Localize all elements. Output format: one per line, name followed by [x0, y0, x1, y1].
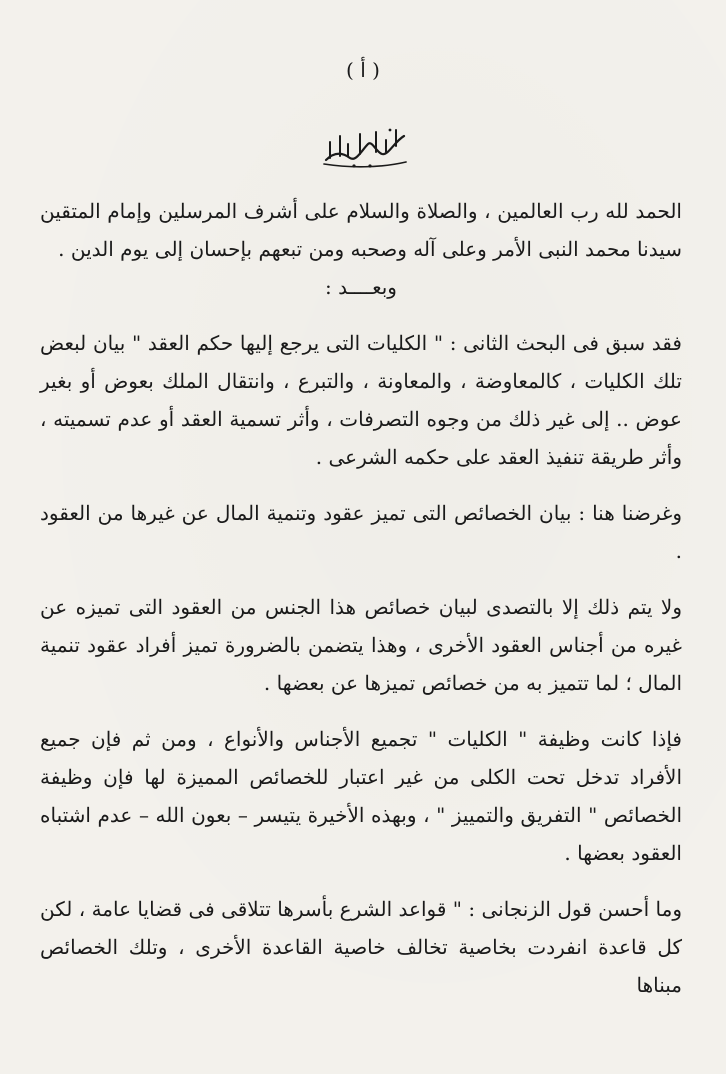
purpose-paragraph: وغرضنا هنا : بيان الخصائص التى تميز عقود وتنمية المال عن غيرها من العقود .	[40, 501, 682, 563]
universals-function-paragraph: فإذا كانت وظيفة " الكليات " تجميع الأجناس والأنواع ، ومن ثم فإن جميع الأفراد تدخل تحت الكلى من غير اعتبار للخصائص المميزة لها فإن وظيفة الخصائص " التفريق والتمييز " ، وبهذه الأخيرة يتيسر – بعون الله – عدم اشتباه العقود بعضها .	[40, 727, 682, 865]
page-number: ( أ )	[346, 58, 380, 82]
basmala-calligraphy-icon	[320, 122, 410, 172]
wa-baad-heading: وبعــــد :	[325, 275, 397, 299]
previous-research-paragraph: فقد سبق فى البحث الثانى : " الكليات التى يرجع إليها حكم العقد " بيان لبعض تلك الكليات ، كالمعاوضة ، والمعاونة ، والتبرع ، وانتقال الملك بعوض أو بغير عوض .. إلى غير ذلك من وجوه التصرفات ، وأثر تسمية العقد أو عدم تسميته ، وأثر طريقة تنفيذ العقد على حكمه الشرعى .	[40, 331, 682, 469]
document-body	[40, 192, 682, 1004]
opening-paragraph: الحمد لله رب العالمين ، والصلاة والسلام على أشرف المرسلين وإمام المتقين سيدنا محمد النبى الأمر وعلى آله وصحبه ومن تبعهم بإحسان إلى يوم الدين .	[40, 199, 682, 261]
characteristics-paragraph: ولا يتم ذلك إلا بالتصدى لبيان خصائص هذا الجنس من العقود التى تميزه عن غيره من أجناس العقود الأخرى ، وهذا يتضمن بالضرورة تميز أفراد عقود تنمية المال ؛ لما تتميز به من خصائص تميزها عن بعضها .	[40, 595, 682, 695]
zanjani-quote-paragraph: وما أحسن قول الزنجانى : " قواعد الشرع بأسرها تتلاقى فى قضايا عامة ، لكن كل قاعدة انفردت بخاصية تخالف خاصية القاعدة الأخرى ، وتلك الخصائص مبناها	[40, 897, 682, 997]
